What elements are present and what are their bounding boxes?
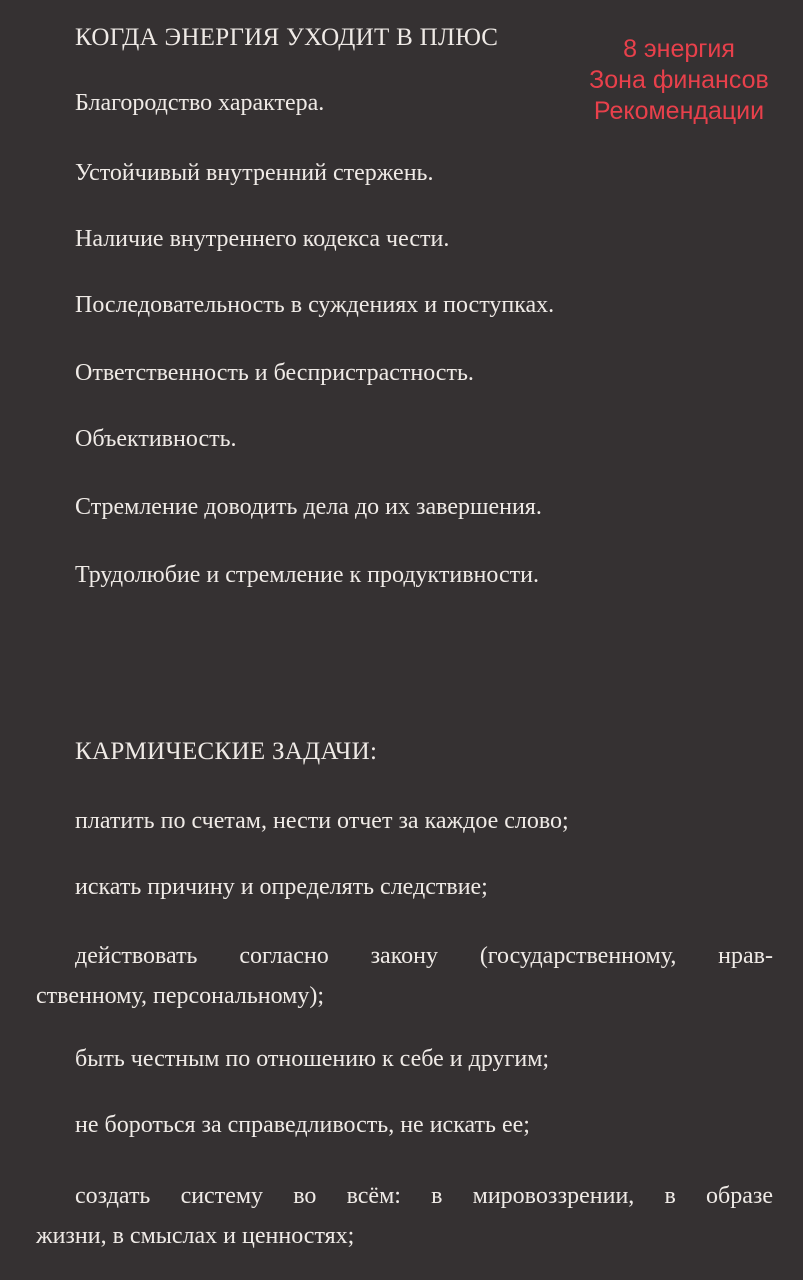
karma-item: не бороться за справедливость, не искать ее; bbox=[75, 1112, 530, 1138]
section-plus-title: КОГДА ЭНЕРГИЯ УХОДИТ В ПЛЮС bbox=[75, 24, 499, 51]
plus-item: Трудолюбие и стремление к продуктивности. bbox=[75, 562, 539, 588]
annotation-line: Рекомендации bbox=[593, 97, 765, 125]
karma-item: искать причину и определять следствие; bbox=[75, 874, 488, 900]
karma-item-multiline bbox=[36, 1176, 773, 1256]
annotation-line: 8 энергия bbox=[623, 35, 735, 63]
karma-item-line: создать систему во всём: в мировоззрении, в образе bbox=[75, 1183, 773, 1209]
karma-item: платить по счетам, нести отчет за каждое слово; bbox=[75, 808, 569, 834]
karma-item: быть честным по отношению к себе и другим; bbox=[75, 1046, 550, 1072]
karma-item-line: действовать согласно закону (государственному, нрав- bbox=[75, 943, 773, 969]
plus-item: Последовательность в суждениях и поступках. bbox=[75, 292, 555, 318]
karma-item-line: жизни, в смыслах и ценностях; bbox=[36, 1223, 355, 1249]
karma-item-multiline bbox=[36, 936, 773, 1016]
plus-item: Объективность. bbox=[75, 426, 237, 452]
plus-item: Ответственность и беспристрастность. bbox=[75, 360, 474, 386]
section-karma-title: КАРМИЧЕСКИЕ ЗАДАЧИ: bbox=[75, 738, 378, 765]
plus-item: Наличие внутреннего кодекса чести. bbox=[75, 226, 450, 252]
annotation-overlay bbox=[568, 34, 790, 127]
plus-item: Устойчивый внутренний стержень. bbox=[75, 160, 434, 186]
plus-item: Благородство характера. bbox=[75, 90, 325, 116]
annotation-line: Зона финансов bbox=[589, 66, 769, 94]
plus-item: Стремление доводить дела до их завершения. bbox=[75, 494, 542, 520]
karma-item-line: ственному, персональному); bbox=[36, 983, 325, 1009]
